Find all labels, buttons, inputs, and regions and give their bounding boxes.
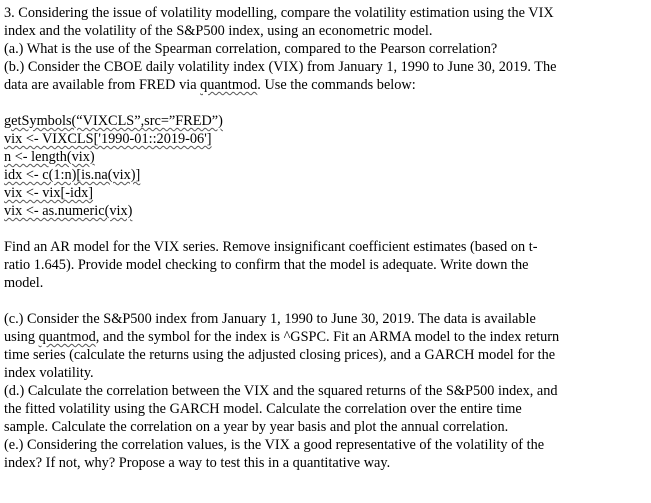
code-text-6: vix <- as.numeric(vix) (4, 203, 133, 219)
part-d-line-2: the fitted volatility using the GARCH model. Calculate the correlation over the entire time (4, 401, 522, 417)
code-text-3: n <- length(vix) (4, 149, 95, 165)
code-text-4: idx <- c(1:n)[is.na(vix)] (4, 167, 141, 183)
part-e-line-2: index? If not, why? Propose a way to test this in a quantitative way. (4, 455, 391, 471)
part-d-line-1: (d.) Calculate the correlation between the VIX and the squared returns of the S&P500 index, and (4, 383, 558, 399)
code-line-5 (4, 184, 644, 202)
part-b-line-2 (4, 76, 644, 94)
part-c-line-3: time series (calculate the returns using the adjusted closing prices), and a GARCH model for the (4, 347, 556, 363)
ar-task-line-1: Find an AR model for the VIX series. Remove insignificant coefficient estimates (based on t- (4, 239, 538, 255)
part-c-text-before: using (4, 329, 39, 345)
part-b-text-after: . Use the commands below: (257, 77, 416, 93)
part-c-text-after: , and the symbol for the index is ^GSPC. Fit an ARMA model to the index return (95, 329, 560, 345)
part-e-line-1: (e.) Considering the correlation values, is the VIX a good representative of the volatility of the (4, 437, 545, 453)
part-a-line: (a.) What is the use of the Spearman correlation, compared to the Pearson correlation? (4, 41, 498, 57)
part-b-line-1: (b.) Consider the CBOE daily volatility index (VIX) from January 1, 1990 to June 30, 2019. The (4, 59, 557, 75)
ar-task-line-3: model. (4, 275, 44, 291)
intro-line-1: 3. Considering the issue of volatility modelling, compare the volatility estimation using the VIX (4, 5, 554, 21)
question-document (4, 4, 644, 472)
spacer (4, 292, 644, 310)
code-text-1: getSymbols(“VIXCLS”,src=”FRED”) (4, 113, 223, 129)
code-block (4, 112, 644, 220)
quantmod-word: quantmod (200, 77, 258, 93)
code-line-6 (4, 202, 644, 220)
part-d-line-3: sample. Calculate the correlation on a year by year basis and plot the annual correlation. (4, 419, 509, 435)
code-line-1 (4, 112, 644, 130)
ar-task-line-2: ratio 1.645). Provide model checking to confirm that the model is adequate. Write down the (4, 257, 529, 273)
part-c-line-1: (c.) Consider the S&P500 index from January 1, 1990 to June 30, 2019. The data is available (4, 311, 536, 327)
part-c-line-4: index volatility. (4, 365, 94, 381)
quantmod-word: quantmod (38, 329, 96, 345)
code-line-3 (4, 148, 644, 166)
part-b-text-before: data are available from FRED via (4, 77, 201, 93)
code-text-2: vix <- VIXCLS['1990-01::2019-06'] (4, 131, 212, 147)
part-c-line-2 (4, 328, 644, 346)
spacer (4, 220, 644, 238)
code-line-2 (4, 130, 644, 148)
code-line-4 (4, 166, 644, 184)
intro-line-2: index and the volatility of the S&P500 index, using an econometric model. (4, 23, 433, 39)
code-text-5: vix <- vix[-idx] (4, 185, 94, 201)
spacer (4, 94, 644, 112)
